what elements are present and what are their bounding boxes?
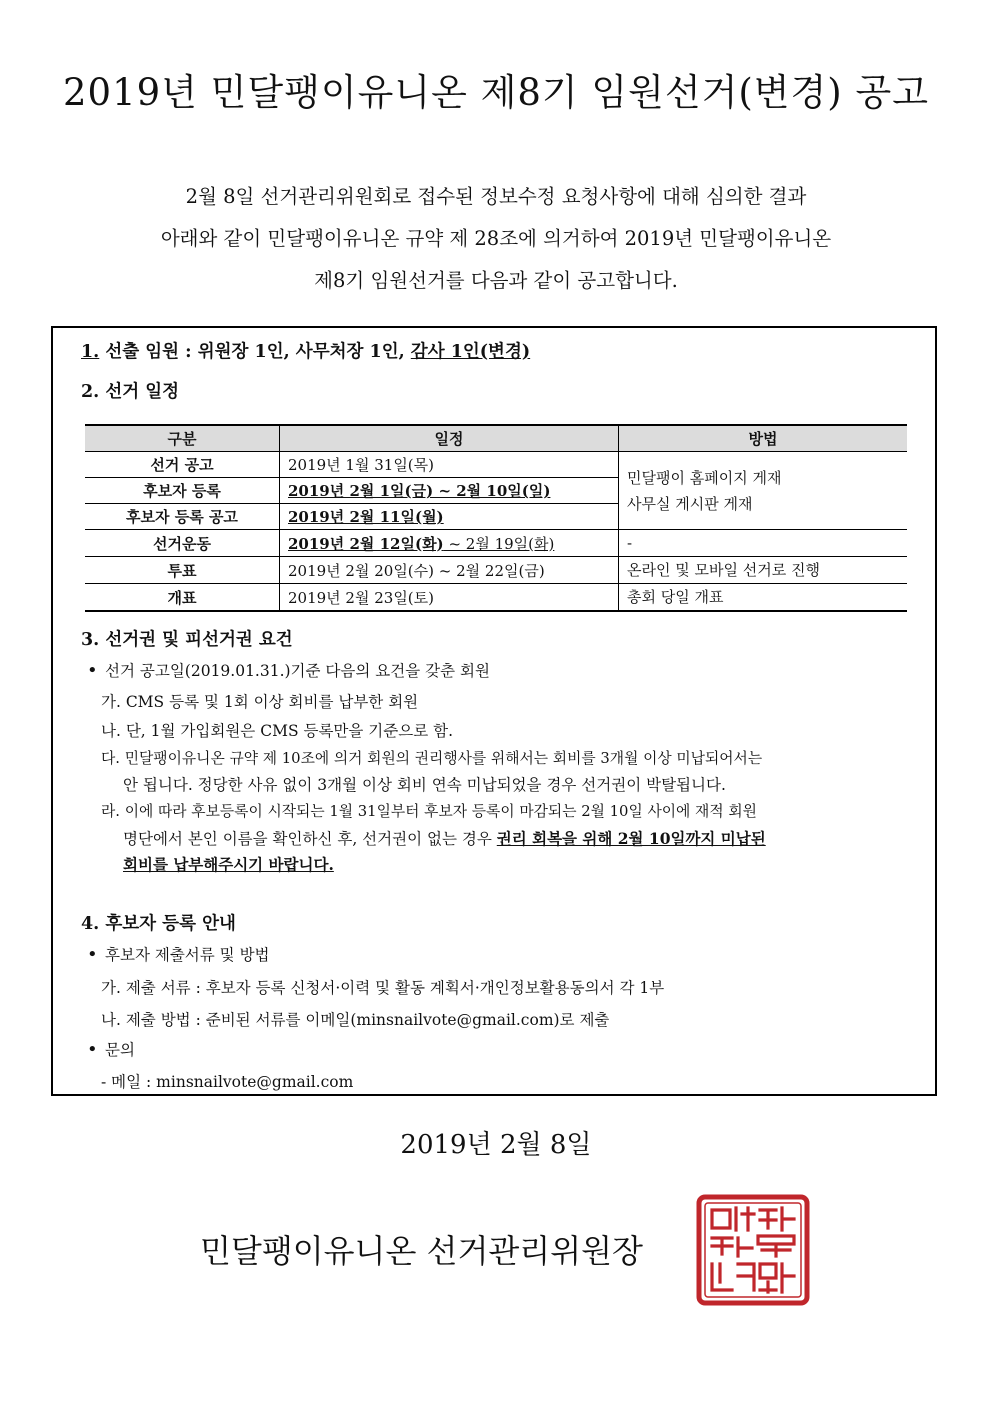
row-category: 후보자 등록 공고 bbox=[85, 504, 280, 530]
header-method: 방법 bbox=[619, 425, 908, 452]
section-3-item-ra-1: 라. 이에 따라 후보등록이 시작되는 1월 31일부터 후보자 등록이 마감되는 2월 10일 사이에 재적 회원 bbox=[101, 803, 757, 820]
table-row bbox=[85, 452, 907, 478]
row-category: 후보자 등록 bbox=[85, 478, 280, 504]
row-date bbox=[280, 584, 619, 612]
row-method-notice bbox=[619, 452, 908, 530]
official-seal-stamp bbox=[696, 1194, 810, 1306]
row-date bbox=[280, 557, 619, 584]
section-3-bullet: • 선거 공고일(2019.01.31.)기준 다음의 요건을 갖춘 회원 bbox=[87, 659, 490, 681]
row-date bbox=[280, 452, 619, 478]
intro-line: 아래와 같이 민달팽이유니온 규약 제 28조에 의거하여 2019년 민달팽이유니온 bbox=[160, 227, 832, 250]
row-date bbox=[280, 504, 619, 530]
row-date bbox=[280, 478, 619, 504]
section-3-item-da-1: 다. 민달팽이유니온 규약 제 10조에 의거 회원의 권리행사를 위해서는 회비를 3개월 이상 미납되어서는 bbox=[101, 750, 763, 767]
section-2-heading: 2. 선거 일정 bbox=[81, 382, 180, 402]
section-4-item-ga: 가. 제출 서류 : 후보자 등록 신청서·이력 및 활동 계획서·개인정보활용동의서 각 1부 bbox=[101, 979, 665, 997]
section-3-item-na: 나. 단, 1월 가입회원은 CMS 등록만을 기준으로 함. bbox=[101, 722, 454, 740]
row-category: 선거 공고 bbox=[85, 452, 280, 478]
table-row bbox=[85, 584, 907, 612]
header-date: 일정 bbox=[280, 425, 619, 452]
section-4-contact-email: - 메일 : minsnailvote@gmail.com bbox=[101, 1073, 354, 1091]
section-4-bullet-inquiry: • 문의 bbox=[87, 1038, 135, 1060]
method-line: 민달팽이 홈페이지 게재 bbox=[627, 468, 782, 487]
intro-paragraph bbox=[0, 176, 992, 302]
section-1-officers bbox=[81, 338, 530, 363]
intro-line: 제8기 임원선거를 다음과 같이 공고합니다. bbox=[314, 269, 678, 292]
section-4-heading: 4. 후보자 등록 안내 bbox=[81, 914, 236, 934]
row-category: 선거운동 bbox=[85, 530, 280, 557]
section-1-text: 선출 임원 : 위원장 1인, 사무처장 1인, bbox=[99, 342, 411, 362]
section-3-heading: 3. 선거권 및 피선거권 요건 bbox=[81, 630, 293, 650]
row-method-campaign: - bbox=[619, 530, 908, 557]
header-category: 구분 bbox=[85, 425, 280, 452]
date-bold-text: 2019년 2월 11일(월) bbox=[288, 508, 444, 526]
row-date bbox=[280, 530, 619, 557]
section-3-item-ga: 가. CMS 등록 및 1회 이상 회비를 납부한 회원 bbox=[101, 693, 419, 711]
item-ra-2-emphasis: 권리 회복을 위해 2월 10일까지 미납된 bbox=[496, 829, 766, 848]
row-category: 개표 bbox=[85, 584, 280, 612]
date-bold-text: 2019년 2월 1일(금) ~ 2월 10일(일) bbox=[288, 482, 551, 500]
section-4-bullet-documents: • 후보자 제출서류 및 방법 bbox=[87, 943, 270, 965]
date-text: 2019년 1월 31일(목) bbox=[288, 456, 435, 474]
section-3-item-ra-3: 회비를 납부해주시기 바랍니다. bbox=[123, 855, 334, 874]
issue-date: 2019년 2월 8일 bbox=[400, 1130, 592, 1160]
date-bold-text: 2019년 2월 12일(화) bbox=[288, 534, 444, 553]
notice-box bbox=[51, 326, 937, 1096]
document-title: 2019년 민달팽이유니온 제8기 임원선거(변경) 공고 bbox=[63, 71, 929, 114]
schedule-header-row bbox=[85, 425, 907, 452]
row-method-count: 총회 당일 개표 bbox=[619, 584, 908, 612]
intro-line: 2월 8일 선거관리위원회로 접수된 정보수정 요청사항에 대해 심의한 결과 bbox=[185, 185, 807, 208]
date-text: 2019년 2월 20일(수) ~ 2월 22일(금) bbox=[288, 561, 545, 580]
row-method-vote: 온라인 및 모바일 선거로 진행 bbox=[619, 557, 908, 584]
date-text: ~ 2월 19일(화) bbox=[443, 534, 555, 553]
signature-line: 민달팽이유니온 선거관리위원장 bbox=[200, 1232, 643, 1270]
table-row bbox=[85, 557, 907, 584]
table-row bbox=[85, 530, 907, 557]
section-1-number: 1. bbox=[81, 342, 100, 362]
item-ra-2-text: 명단에서 본인 이름을 확인하신 후, 선거권이 없는 경우 bbox=[123, 830, 497, 848]
schedule-table bbox=[85, 424, 907, 612]
section-4-item-na: 나. 제출 방법 : 준비된 서류를 이메일(minsnailvote@gmail.com)로 제출 bbox=[101, 1011, 610, 1029]
method-line: 사무실 게시판 게재 bbox=[627, 494, 753, 513]
date-text: 2019년 2월 23일(토) bbox=[288, 588, 435, 607]
section-1-audit-change: 감사 1인(변경) bbox=[410, 342, 531, 362]
section-3-item-da-2: 안 됩니다. 정당한 사유 없이 3개월 이상 회비 연속 미납되었을 경우 선거권이 박탈됩니다. bbox=[123, 776, 726, 794]
section-3-item-ra-2 bbox=[123, 827, 766, 849]
row-category: 투표 bbox=[85, 557, 280, 584]
